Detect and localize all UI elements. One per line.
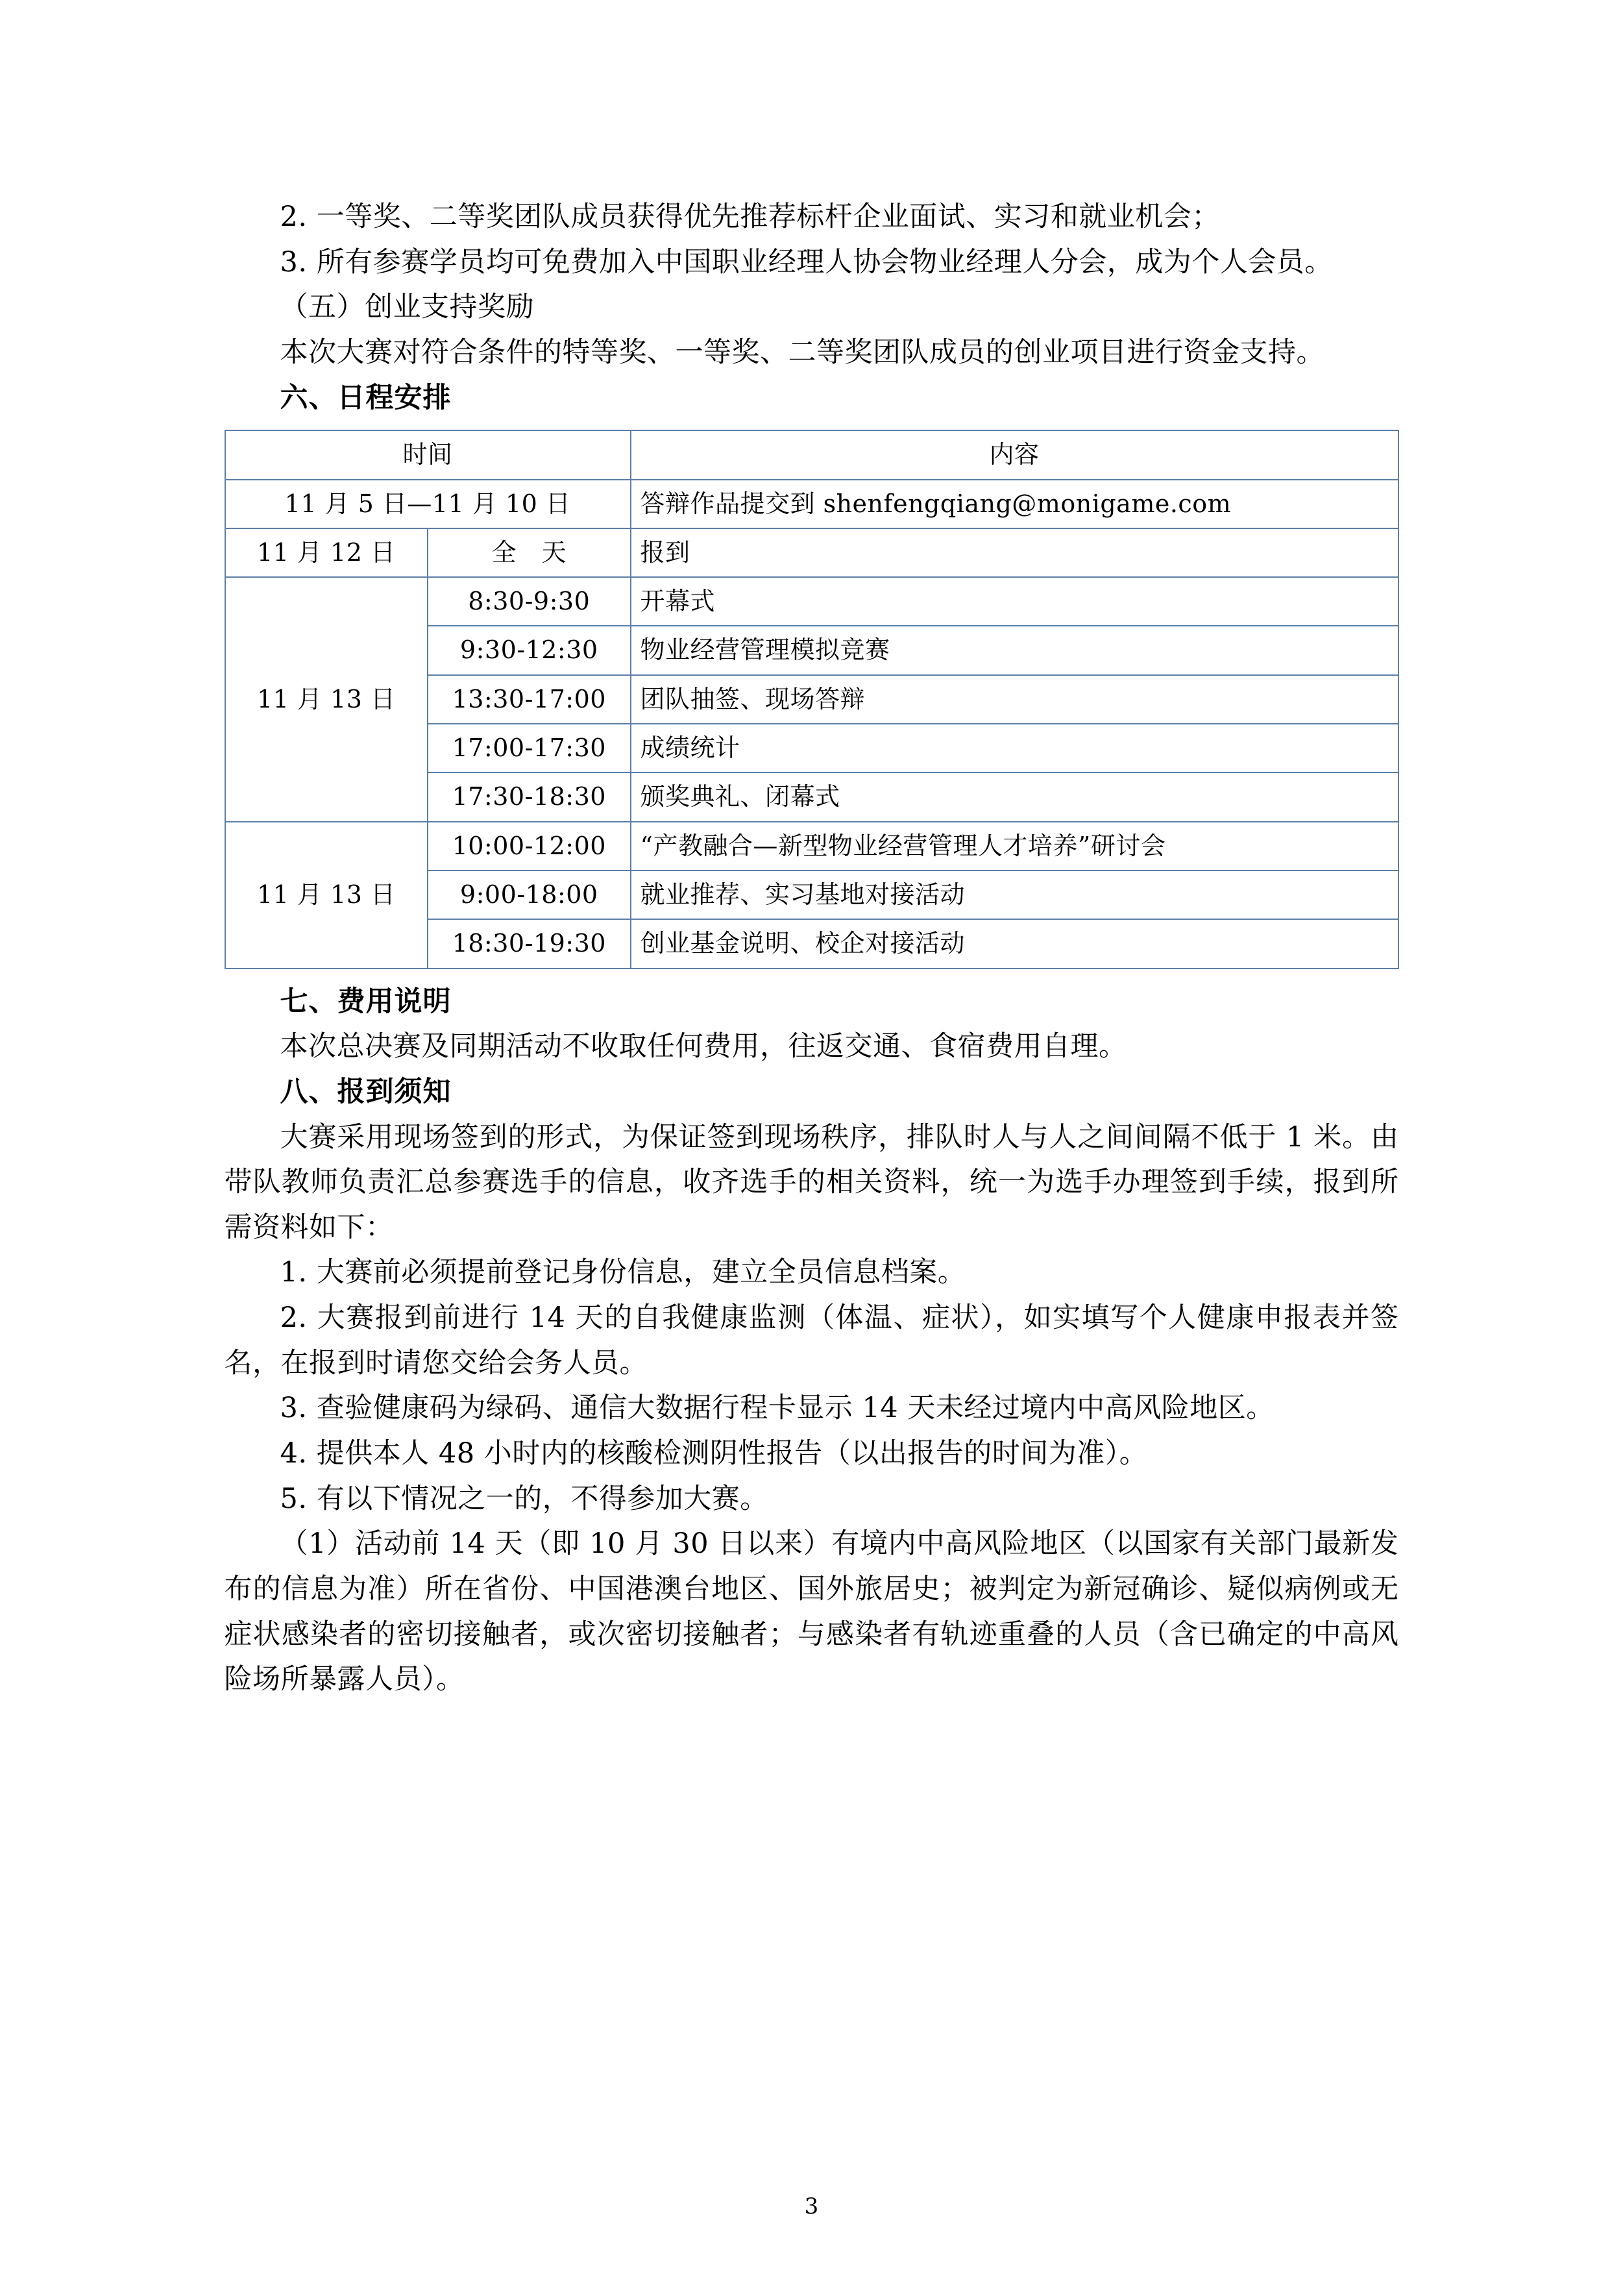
paragraph-checkin-5-1: （1）活动前 14 天（即 10 月 30 日以来）有境内中高风险地区（以国家有关部门最新发布的信息为准）所在省份、中国港澳台地区、国外旅居史；被判定为新冠确诊、疑似病例或无症状感染者的密切接触者，或次密切接触者；与感染者有轨迹重叠的人员（含已确定的中高风险场所暴露人员）。 bbox=[224, 1527, 1399, 1696]
paragraph-checkin-1: 1. 大赛前必须提前登记身份信息，建立全员信息档案。 bbox=[280, 1256, 966, 1289]
paragraph-award-2: 2. 一等奖、二等奖团队成员获得优先推荐标杆企业面试、实习和就业机会； bbox=[280, 201, 1220, 233]
paragraph-checkin-3: 3. 查验健康码为绿码、通信大数据行程卡显示 14 天未经过境内中高风险地区。 bbox=[280, 1392, 1275, 1425]
heading-checkin: 八、报到须知 bbox=[280, 1075, 452, 1108]
cell-content: 团队抽签、现场答辩 bbox=[631, 675, 1398, 724]
table-row bbox=[225, 480, 1398, 528]
paragraph-checkin-5: 5. 有以下情况之一的，不得参加大赛。 bbox=[280, 1482, 768, 1515]
cell-date: 11 月 13 日 bbox=[225, 822, 428, 969]
cell-time: 18:30-19:30 bbox=[428, 919, 631, 968]
heading-fee: 七、费用说明 bbox=[280, 985, 452, 1018]
schedule-table bbox=[225, 430, 1399, 969]
cell-content: 报到 bbox=[631, 528, 1398, 577]
cell-time: 10:00-12:00 bbox=[428, 822, 631, 870]
cell-content: 答辩作品提交到 shenfengqiang@monigame.com bbox=[631, 480, 1398, 528]
table-header-content: 内容 bbox=[631, 430, 1398, 479]
table-row bbox=[225, 528, 1398, 577]
cell-content: 就业推荐、实习基地对接活动 bbox=[631, 870, 1398, 919]
table-header-row bbox=[225, 430, 1398, 479]
cell-time: 17:00-17:30 bbox=[428, 724, 631, 772]
cell-content: “产教融合—新型物业经营管理人才培养”研讨会 bbox=[631, 822, 1398, 870]
cell-content: 颁奖典礼、闭幕式 bbox=[631, 772, 1398, 821]
paragraph-fee: 本次总决赛及同期活动不收取任何费用，往返交通、食宿费用自理。 bbox=[280, 1030, 1127, 1063]
page-number: 3 bbox=[804, 2193, 819, 2219]
cell-content: 开幕式 bbox=[631, 577, 1398, 626]
table-header-time: 时间 bbox=[225, 430, 631, 479]
cell-time: 全 天 bbox=[428, 528, 631, 577]
cell-content: 成绩统计 bbox=[631, 724, 1398, 772]
document-body bbox=[225, 195, 1399, 1703]
paragraph-startup-support: 本次大赛对符合条件的特等奖、一等奖、二等奖团队成员的创业项目进行资金支持。 bbox=[280, 336, 1324, 369]
paragraph-section-five-title: （五）创业支持奖励 bbox=[280, 291, 534, 324]
paragraph-checkin-4: 4. 提供本人 48 小时内的核酸检测阴性报告（以出报告的时间为准）。 bbox=[280, 1437, 1148, 1470]
cell-date: 11 月 5 日—11 月 10 日 bbox=[225, 480, 631, 528]
paragraph-checkin-2: 2. 大赛报到前进行 14 天的自我健康监测（体温、症状），如实填写个人健康申报表并签名，在报到时请您交给会务人员。 bbox=[224, 1302, 1399, 1379]
cell-time: 17:30-18:30 bbox=[428, 772, 631, 821]
cell-time: 13:30-17:00 bbox=[428, 675, 631, 724]
cell-content: 物业经营管理模拟竞赛 bbox=[631, 626, 1398, 674]
table-row bbox=[225, 822, 1398, 870]
paragraph-award-3: 3. 所有参赛学员均可免费加入中国职业经理人协会物业经理人分会，成为个人会员。 bbox=[280, 245, 1333, 278]
cell-time: 9:30-12:30 bbox=[428, 626, 631, 674]
cell-date: 11 月 12 日 bbox=[225, 528, 428, 577]
cell-time: 8:30-9:30 bbox=[428, 577, 631, 626]
heading-schedule: 六、日程安排 bbox=[280, 381, 452, 414]
paragraph-checkin-intro: 大赛采用现场签到的形式，为保证签到现场秩序，排队时人与人之间间隔不低于 1 米。由带队教师负责汇总参赛选手的信息，收齐选手的相关资料，统一为选手办理签到手续，报到所需资料如下： bbox=[224, 1120, 1399, 1244]
table-row bbox=[225, 577, 1398, 626]
cell-date: 11 月 13 日 bbox=[225, 577, 428, 821]
cell-content: 创业基金说明、校企对接活动 bbox=[631, 919, 1398, 968]
cell-time: 9:00-18:00 bbox=[428, 870, 631, 919]
